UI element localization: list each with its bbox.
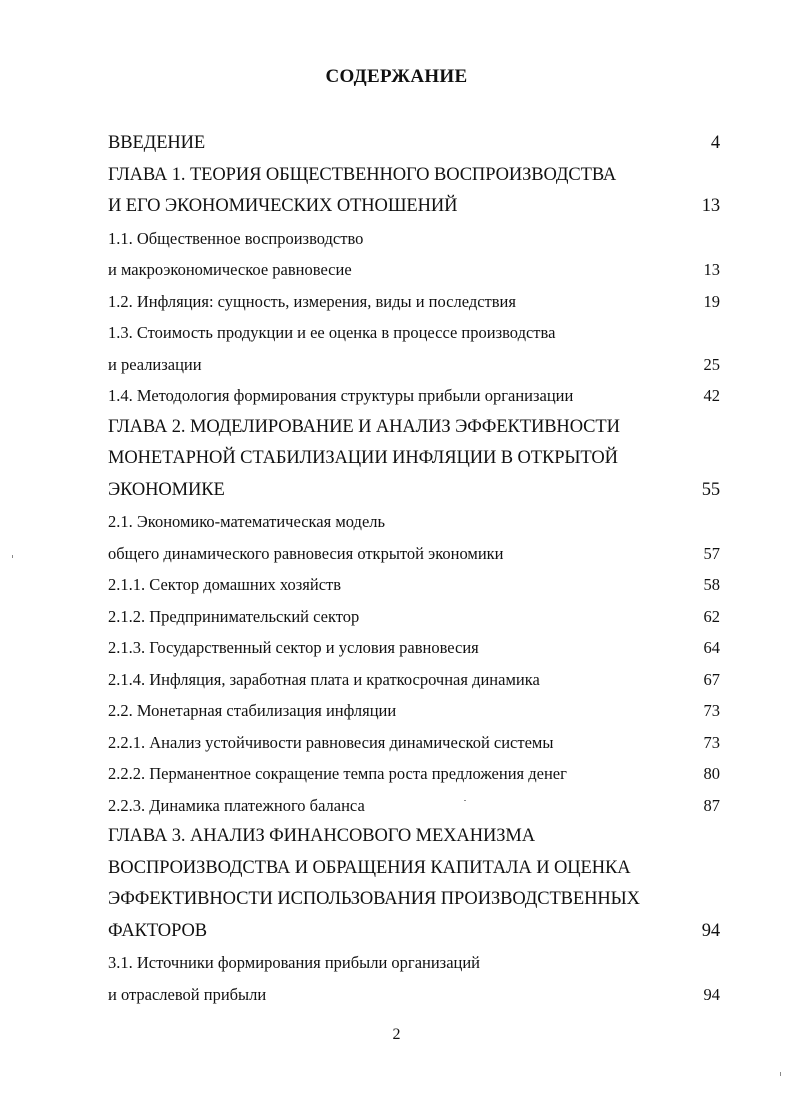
toc-section-line [108,254,720,286]
toc-section-line [108,569,720,601]
toc-page-number: 42 [703,386,720,405]
toc-section-line [108,538,720,570]
toc-entry-text: 2.1.3. Государственный сектор и условия равновесия [108,638,479,657]
toc-page-number: 19 [703,291,720,311]
toc-entry-text: ВОСПРОИЗВОДСТВА И ОБРАЩЕНИЯ КАПИТАЛА И ОЦЕНКА [108,857,631,878]
toc-entry-text: 2.2.1. Анализ устойчивости равновесия динамической системы [108,732,554,752]
toc-section-line [108,380,720,412]
toc-entry-text: 2.2. Монетарная стабилизация инфляции [108,701,397,720]
toc-page-number: 4 [710,133,720,153]
toc-page-number: 57 [703,543,720,563]
toc-section-line [108,758,720,790]
toc-chapter-line [108,160,720,192]
toc-page-number: 73 [703,732,720,752]
toc-entry-text: 2.1. Экономико-математическая модель [108,512,386,531]
toc-entry-text: 1.3. Стоимость продукции и ее оценка в процессе производства [108,323,556,342]
toc-chapter-line [108,821,720,853]
toc-entry-text: 1.1. Общественное воспроизводство [108,228,364,248]
scan-speck [12,555,13,558]
page-number: 2 [392,1026,401,1043]
toc-section-line [108,664,720,696]
toc-page-number: 13 [703,260,720,279]
toc-chapter-line [108,475,720,507]
toc-section-line [108,601,720,633]
toc-entry-text: ГЛАВА 3. АНАЛИЗ ФИНАНСОВОГО МЕХАНИЗМА [108,826,535,846]
toc-entry-text: ГЛАВА 2. МОДЕЛИРОВАНИЕ И АНАЛИЗ ЭФФЕКТИВНОСТИ [108,416,620,437]
toc-entry-text: И ЕГО ЭКОНОМИЧЕСКИХ ОТНОШЕНИЙ [108,196,458,216]
toc-page-number: 94 [703,984,720,1004]
toc-chapter-line [108,128,720,160]
toc-entry-text: 2.2.3. Динамика платежного баланса [108,795,365,815]
toc-entry-text: МОНЕТАРНОЙ СТАБИЛИЗАЦИИ ИНФЛЯЦИИ В ОТКРЫТОЙ [108,448,618,468]
toc-entry-text: 3.1. Источники формирования прибыли организаций [108,953,481,972]
toc-section-line [108,349,720,381]
toc-page-number: 73 [703,701,720,720]
table-of-contents [108,128,720,1010]
toc-page-number: 94 [701,920,720,941]
toc-section-line [108,506,720,538]
toc-chapter-line [108,412,720,444]
toc-entry-text: и реализации [108,354,202,374]
toc-section-line [108,632,720,664]
toc-page-number: 62 [703,606,720,626]
document-title: СОДЕРЖАНИЕ [325,66,468,87]
toc-entry-text: и отраслевой прибыли [108,984,267,1004]
toc-entry-text: ГЛАВА 1. ТЕОРИЯ ОБЩЕСТВЕННОГО ВОСПРОИЗВОДСТВА [108,164,617,185]
toc-page-number: 87 [703,795,720,815]
scan-speck [780,1072,781,1076]
toc-entry-text: 1.2. Инфляция: сущность, измерения, виды и последствия [108,291,516,311]
toc-entry-text: 2.2.2. Перманентное сокращение темпа роста предложения денег [108,764,567,783]
toc-entry-text: 2.1.4. Инфляция, заработная плата и краткосрочная динамика [108,669,540,689]
toc-section-line [108,979,720,1011]
toc-chapter-line [108,191,720,223]
toc-section-line [108,223,720,255]
toc-page-number: 80 [703,764,720,783]
toc-chapter-line [108,853,720,885]
toc-entry-text: общего динамического равновесия открытой экономики [108,543,504,563]
toc-entry-text: ФАКТОРОВ [108,920,207,941]
toc-chapter-line [108,443,720,475]
toc-section-line [108,790,720,822]
toc-section-line [108,727,720,759]
toc-entry-text: и макроэкономическое равновесие [108,260,352,279]
toc-page-number: 25 [703,354,720,374]
toc-section-line [108,286,720,318]
toc-page-number: 67 [703,669,720,689]
toc-chapter-line [108,884,720,916]
toc-entry-text: 2.1.1. Сектор домашних хозяйств [108,575,342,594]
toc-page-number: 13 [701,196,720,216]
toc-page-number: 55 [701,479,720,500]
toc-entry-text: ЭКОНОМИКЕ [108,479,225,500]
toc-section-line [108,695,720,727]
toc-section-line [108,947,720,979]
scan-speck [464,800,466,801]
toc-entry-text: ВВЕДЕНИЕ [108,133,206,153]
toc-page-number: 58 [703,575,720,594]
toc-entry-text: ЭФФЕКТИВНОСТИ ИСПОЛЬЗОВАНИЯ ПРОИЗВОДСТВЕННЫХ [108,889,640,909]
toc-entry-text: 1.4. Методология формирования структуры прибыли организации [108,386,574,405]
toc-chapter-line [108,916,720,948]
toc-section-line [108,317,720,349]
toc-page-number: 64 [703,638,720,657]
toc-entry-text: 2.1.2. Предпринимательский сектор [108,606,360,626]
